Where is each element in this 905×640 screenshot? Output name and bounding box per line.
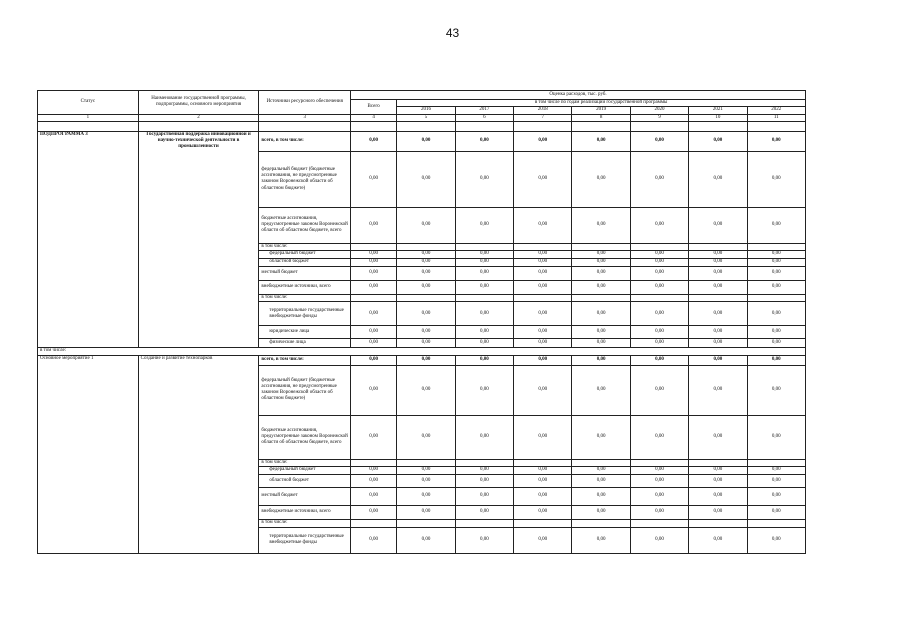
value-cell: 0,00 — [351, 302, 397, 326]
header-name: Наименование государственной программы, подпрограммы, основного мероприятия — [138, 91, 259, 115]
source-cell: внебюджетные источники, всего — [259, 281, 351, 295]
value-cell — [514, 243, 572, 250]
value-cell — [455, 459, 513, 466]
value-cell: 0,00 — [455, 487, 513, 505]
value-cell: 0,00 — [630, 487, 688, 505]
source-cell: в том числе: — [259, 459, 351, 466]
value-cell: 0,00 — [572, 355, 630, 365]
value-cell: 0,00 — [514, 207, 572, 243]
value-cell — [572, 295, 630, 302]
header-year: 2016 — [397, 107, 455, 114]
column-number: 8 — [572, 114, 630, 121]
value-cell: 0,00 — [630, 267, 688, 281]
source-cell: юридические лица — [259, 326, 351, 339]
value-cell — [747, 459, 805, 466]
value-cell: 0,00 — [572, 267, 630, 281]
value-cell: 0,00 — [397, 339, 455, 348]
value-cell: 0,00 — [351, 505, 397, 519]
value-cell: 0,00 — [572, 251, 630, 259]
value-cell: 0,00 — [455, 527, 513, 553]
value-cell: 0,00 — [351, 466, 397, 474]
empty-cell — [572, 121, 630, 131]
header-year: 2021 — [689, 107, 747, 114]
value-cell: 0,00 — [689, 355, 747, 365]
value-cell: 0,00 — [455, 281, 513, 295]
value-cell: 0,00 — [455, 466, 513, 474]
table-row — [38, 355, 806, 365]
row-name: Создание и развитие технопарков — [138, 355, 259, 553]
value-cell: 0,00 — [397, 355, 455, 365]
value-cell: 0,00 — [630, 505, 688, 519]
value-cell: 0,00 — [689, 207, 747, 243]
value-cell: 0,00 — [397, 259, 455, 267]
value-cell: 0,00 — [514, 281, 572, 295]
value-cell: 0,00 — [630, 466, 688, 474]
value-cell: 0,00 — [630, 365, 688, 415]
value-cell: 0,00 — [572, 415, 630, 459]
value-cell: 0,00 — [747, 474, 805, 487]
value-cell — [572, 459, 630, 466]
column-number: 7 — [514, 114, 572, 121]
value-cell: 0,00 — [747, 207, 805, 243]
value-cell — [689, 459, 747, 466]
header-year: 2022 — [747, 107, 805, 114]
value-cell: 0,00 — [455, 505, 513, 519]
value-cell: 0,00 — [455, 339, 513, 348]
value-cell: 0,00 — [351, 251, 397, 259]
column-number: 4 — [351, 114, 397, 121]
value-cell: 0,00 — [514, 259, 572, 267]
value-cell: 0,00 — [351, 131, 397, 151]
value-cell — [689, 243, 747, 250]
value-cell: 0,00 — [630, 259, 688, 267]
value-cell: 0,00 — [351, 259, 397, 267]
value-cell: 0,00 — [455, 355, 513, 365]
value-cell — [397, 295, 455, 302]
value-cell: 0,00 — [514, 302, 572, 326]
value-cell: 0,00 — [630, 207, 688, 243]
row-name: Государственная поддержка инновационной и научно-технической деятельности в промышленности — [138, 131, 259, 348]
value-cell: 0,00 — [455, 365, 513, 415]
value-cell: 0,00 — [455, 302, 513, 326]
column-number: 6 — [455, 114, 513, 121]
column-number: 11 — [747, 114, 805, 121]
value-cell: 0,00 — [630, 415, 688, 459]
value-cell: 0,00 — [572, 487, 630, 505]
value-cell: 0,00 — [397, 326, 455, 339]
value-cell: 0,00 — [630, 527, 688, 553]
value-cell: 0,00 — [397, 466, 455, 474]
value-cell: 0,00 — [397, 365, 455, 415]
value-cell: 0,00 — [572, 339, 630, 348]
column-number: 2 — [138, 114, 259, 121]
value-cell: 0,00 — [747, 251, 805, 259]
value-cell: 0,00 — [630, 281, 688, 295]
column-number: 3 — [259, 114, 351, 121]
value-cell: 0,00 — [630, 339, 688, 348]
header-year: 2017 — [455, 107, 513, 114]
source-cell: областной бюджет — [259, 259, 351, 267]
value-cell: 0,00 — [630, 474, 688, 487]
source-cell: территориальные государственные внебюджетные фонды — [259, 527, 351, 553]
empty-cell — [455, 121, 513, 131]
value-cell: 0,00 — [351, 415, 397, 459]
value-cell: 0,00 — [351, 487, 397, 505]
value-cell: 0,00 — [689, 267, 747, 281]
value-cell: 0,00 — [351, 207, 397, 243]
value-cell: 0,00 — [572, 302, 630, 326]
value-cell: 0,00 — [397, 281, 455, 295]
value-cell: 0,00 — [455, 131, 513, 151]
value-cell: 0,00 — [630, 326, 688, 339]
value-cell: 0,00 — [689, 251, 747, 259]
empty-cell — [630, 121, 688, 131]
value-cell: 0,00 — [514, 487, 572, 505]
value-cell: 0,00 — [689, 365, 747, 415]
value-cell: 0,00 — [514, 415, 572, 459]
value-cell: 0,00 — [397, 267, 455, 281]
row-status: Основное мероприятие 1 — [38, 355, 139, 553]
value-cell: 0,00 — [397, 527, 455, 553]
value-cell: 0,00 — [514, 466, 572, 474]
value-cell: 0,00 — [747, 355, 805, 365]
value-cell: 0,00 — [630, 151, 688, 207]
value-cell: 0,00 — [689, 415, 747, 459]
value-cell: 0,00 — [630, 131, 688, 151]
value-cell: 0,00 — [351, 365, 397, 415]
value-cell: 0,00 — [572, 527, 630, 553]
column-number: 9 — [630, 114, 688, 121]
empty-cell — [397, 121, 455, 131]
value-cell: 0,00 — [397, 207, 455, 243]
source-cell: местный бюджет — [259, 487, 351, 505]
value-cell: 0,00 — [572, 466, 630, 474]
value-cell: 0,00 — [351, 267, 397, 281]
column-number: 10 — [689, 114, 747, 121]
value-cell — [630, 519, 688, 527]
value-cell: 0,00 — [351, 281, 397, 295]
empty-cell — [689, 121, 747, 131]
value-cell: 0,00 — [351, 474, 397, 487]
source-cell: в том числе: — [259, 295, 351, 302]
value-cell: 0,00 — [351, 339, 397, 348]
value-cell: 0,00 — [455, 326, 513, 339]
empty-cell — [514, 121, 572, 131]
header-by-years: в том числе по годам реализации государственной программы — [397, 100, 806, 107]
value-cell: 0,00 — [572, 259, 630, 267]
value-cell: 0,00 — [514, 131, 572, 151]
value-cell: 0,00 — [572, 131, 630, 151]
value-cell — [630, 459, 688, 466]
value-cell — [514, 459, 572, 466]
value-cell — [351, 459, 397, 466]
value-cell: 0,00 — [689, 151, 747, 207]
column-number: 1 — [38, 114, 139, 121]
value-cell: 0,00 — [397, 302, 455, 326]
value-cell — [572, 519, 630, 527]
value-cell: 0,00 — [630, 355, 688, 365]
value-cell: 0,00 — [630, 302, 688, 326]
value-cell: 0,00 — [397, 131, 455, 151]
value-cell: 0,00 — [689, 339, 747, 348]
value-cell: 0,00 — [455, 259, 513, 267]
value-cell: 0,00 — [455, 267, 513, 281]
source-cell: федеральный бюджет — [259, 251, 351, 259]
value-cell: 0,00 — [689, 466, 747, 474]
value-cell — [351, 519, 397, 527]
value-cell: 0,00 — [351, 151, 397, 207]
header-year: 2020 — [630, 107, 688, 114]
value-cell: 0,00 — [747, 151, 805, 207]
source-cell: бюджетные ассигнования, предусмотренные законом Воронежской области об областном бюджете, всего — [259, 415, 351, 459]
value-cell — [351, 295, 397, 302]
value-cell: 0,00 — [630, 251, 688, 259]
table-row — [38, 131, 806, 151]
header-year: 2018 — [514, 107, 572, 114]
value-cell — [572, 243, 630, 250]
empty-cell — [351, 121, 397, 131]
header-row — [38, 91, 806, 100]
value-cell: 0,00 — [351, 355, 397, 365]
value-cell: 0,00 — [747, 339, 805, 348]
value-cell: 0,00 — [689, 487, 747, 505]
value-cell: 0,00 — [514, 251, 572, 259]
header-total: Всего — [351, 100, 397, 115]
value-cell: 0,00 — [514, 267, 572, 281]
value-cell: 0,00 — [397, 251, 455, 259]
value-cell — [397, 519, 455, 527]
empty-cell — [747, 121, 805, 131]
table-body — [38, 91, 806, 554]
value-cell: 0,00 — [689, 527, 747, 553]
column-number: 5 — [397, 114, 455, 121]
source-cell: в том числе: — [259, 519, 351, 527]
value-cell — [455, 519, 513, 527]
value-cell: 0,00 — [572, 281, 630, 295]
value-cell: 0,00 — [514, 339, 572, 348]
header-year: 2019 — [572, 107, 630, 114]
value-cell: 0,00 — [514, 527, 572, 553]
source-cell: федеральный бюджет (бюджетные ассигнования, не предусмотренные законом Воронежской области об областном бюджете) — [259, 151, 351, 207]
column-numbers-row — [38, 114, 806, 121]
header-sources: Источники ресурсного обеспечения — [259, 91, 351, 115]
value-cell: 0,00 — [747, 281, 805, 295]
budget-table — [37, 90, 806, 554]
value-cell: 0,00 — [747, 527, 805, 553]
value-cell — [455, 295, 513, 302]
value-cell — [514, 519, 572, 527]
value-cell: 0,00 — [455, 207, 513, 243]
value-cell: 0,00 — [747, 131, 805, 151]
source-cell: всего, в том числе: — [259, 355, 351, 365]
value-cell: 0,00 — [747, 365, 805, 415]
value-cell — [397, 243, 455, 250]
source-cell: физические лица — [259, 339, 351, 348]
value-cell: 0,00 — [351, 326, 397, 339]
value-cell: 0,00 — [689, 474, 747, 487]
value-cell: 0,00 — [689, 131, 747, 151]
value-cell: 0,00 — [455, 415, 513, 459]
source-cell: бюджетные ассигнования, предусмотренные законом Воронежской области об областном бюджете, всего — [259, 207, 351, 243]
value-cell: 0,00 — [689, 505, 747, 519]
page-number: 43 — [445, 26, 460, 40]
value-cell: 0,00 — [397, 474, 455, 487]
value-cell: 0,00 — [514, 505, 572, 519]
empty-cell — [38, 121, 139, 131]
value-cell — [747, 243, 805, 250]
value-cell: 0,00 — [689, 326, 747, 339]
value-cell: 0,00 — [572, 151, 630, 207]
header-status: Статус — [38, 91, 139, 115]
value-cell: 0,00 — [397, 151, 455, 207]
value-cell: 0,00 — [455, 151, 513, 207]
row-status: ПОДПРОГРАММА 3 — [38, 131, 139, 348]
value-cell — [455, 243, 513, 250]
value-cell: 0,00 — [455, 474, 513, 487]
value-cell — [397, 459, 455, 466]
value-cell — [514, 295, 572, 302]
value-cell: 0,00 — [747, 487, 805, 505]
value-cell: 0,00 — [514, 365, 572, 415]
source-cell: федеральный бюджет (бюджетные ассигнования, не предусмотренные законом Воронежской области об областном бюджете) — [259, 365, 351, 415]
value-cell: 0,00 — [747, 415, 805, 459]
value-cell: 0,00 — [397, 415, 455, 459]
value-cell: 0,00 — [747, 267, 805, 281]
value-cell: 0,00 — [747, 302, 805, 326]
value-cell: 0,00 — [455, 251, 513, 259]
source-cell: в том числе: — [259, 243, 351, 250]
value-cell: 0,00 — [514, 355, 572, 365]
value-cell: 0,00 — [747, 326, 805, 339]
value-cell: 0,00 — [397, 505, 455, 519]
value-cell: 0,00 — [689, 302, 747, 326]
value-cell: 0,00 — [397, 487, 455, 505]
value-cell: 0,00 — [514, 474, 572, 487]
value-cell: 0,00 — [689, 281, 747, 295]
value-cell — [351, 243, 397, 250]
source-cell: всего, в том числе: — [259, 131, 351, 151]
value-cell — [747, 519, 805, 527]
value-cell: 0,00 — [572, 326, 630, 339]
value-cell — [747, 295, 805, 302]
value-cell — [630, 295, 688, 302]
source-cell: территориальные государственные внебюджетные фонды — [259, 302, 351, 326]
in-that-number-label: в том числе: — [38, 348, 806, 355]
value-cell: 0,00 — [351, 527, 397, 553]
value-cell: 0,00 — [572, 505, 630, 519]
value-cell: 0,00 — [514, 326, 572, 339]
source-cell: областной бюджет — [259, 474, 351, 487]
value-cell: 0,00 — [747, 505, 805, 519]
value-cell — [689, 295, 747, 302]
value-cell — [689, 519, 747, 527]
in-that-number-row — [38, 348, 806, 355]
value-cell: 0,00 — [572, 365, 630, 415]
source-cell: внебюджетные источники, всего — [259, 505, 351, 519]
source-cell: федеральный бюджет — [259, 466, 351, 474]
value-cell: 0,00 — [747, 259, 805, 267]
empty-cell — [259, 121, 351, 131]
header-estimate: Оценка расходов, тыс. руб. — [351, 91, 806, 100]
value-cell — [630, 243, 688, 250]
value-cell: 0,00 — [689, 259, 747, 267]
value-cell: 0,00 — [572, 207, 630, 243]
empty-cell — [138, 121, 259, 131]
spacer-row — [38, 121, 806, 131]
value-cell: 0,00 — [514, 151, 572, 207]
value-cell: 0,00 — [747, 466, 805, 474]
value-cell: 0,00 — [572, 474, 630, 487]
source-cell: местный бюджет — [259, 267, 351, 281]
